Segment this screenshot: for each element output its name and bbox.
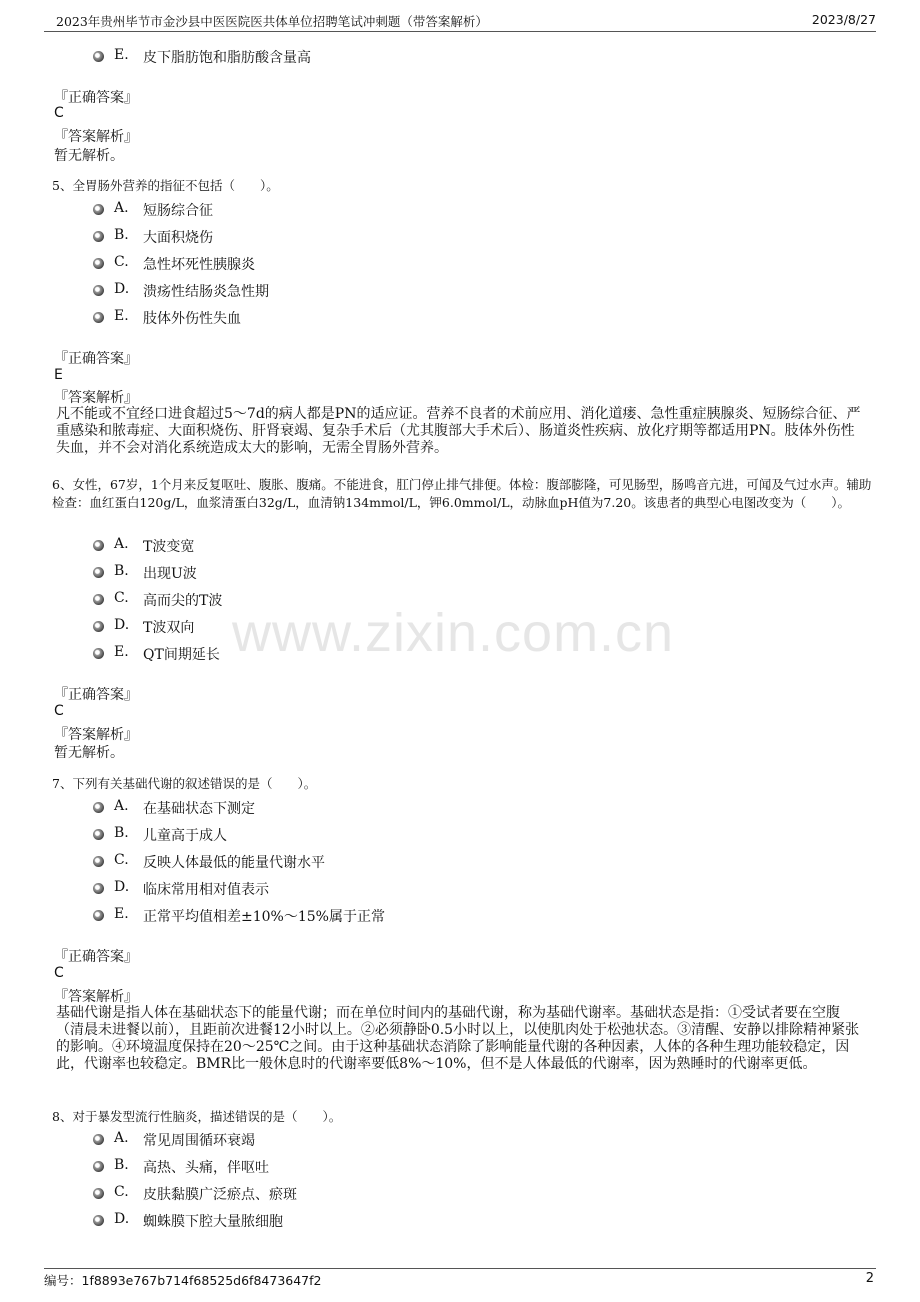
option-text: T波变宽 [143, 539, 195, 555]
q6-answer-label: 『正确答案』 [54, 687, 138, 703]
option-letter: A. [114, 798, 129, 814]
header-divider [44, 31, 876, 32]
option-letter: D. [114, 617, 130, 633]
option-text: 反映人体最低的能量代谢水平 [143, 855, 325, 871]
option-text: 临床常用相对值表示 [143, 882, 269, 898]
option-letter: C. [114, 852, 129, 868]
document-serial: 编号：1f8893e767b714f68525d6f8473647f2 [44, 1273, 322, 1288]
radio-icon[interactable] [93, 856, 104, 867]
q5-analysis: 凡不能或不宜经口进食超过5～7d的病人都是PN的适应证。营养不良者的术前应用、消化道瘘、急性重症胰腺炎、短肠综合征、严重感染和脓毒症、大面积烧伤、肝肾衰竭、复杂手术后（尤其腹部大手术后）、肠道炎性疾病、放化疗期等都适用PN。肢体外伤性失血，并不会对消化系统造成太大的影响，无需全胃肠外营养。 [56, 406, 861, 456]
option-letter: B. [114, 563, 129, 579]
page-number: 2 [865, 1271, 874, 1286]
watermark: www.zixin.com.cn [232, 603, 675, 663]
q6-stem: 6、女性，67岁，1个月来反复呕吐、腹胀、腹痛。不能进食，肛门停止排气排便。体检：腹部膨隆，可见肠型，肠鸣音亢进，可闻及气过水声。辅助检查：血红蛋白120g/L，血浆清蛋白32g/L，血清钠134mmol/L，钾6.0mmol/L，动脉血pH值为7.20。该患者的典型心电图改变为（ ）。 [52, 477, 872, 510]
q6-analysis: 暂无解析。 [54, 745, 124, 761]
radio-icon[interactable] [93, 231, 104, 242]
radio-icon[interactable] [93, 51, 104, 62]
q5-stem: 5、全胃肠外营养的指征不包括（ ）。 [52, 178, 279, 193]
radio-icon[interactable] [93, 204, 104, 215]
option-text: 在基础状态下测定 [143, 801, 255, 817]
option-text: 溃疡性结肠炎急性期 [143, 284, 269, 300]
q7-answer-label: 『正确答案』 [54, 949, 138, 965]
option-letter: C. [114, 1184, 129, 1200]
q7-answer: C [54, 965, 64, 981]
radio-icon[interactable] [93, 285, 104, 296]
document-title: 2023年贵州毕节市金沙县中医医院医共体单位招聘笔试冲刺题（带答案解析） [56, 14, 488, 29]
option-letter: B. [114, 227, 129, 243]
radio-icon[interactable] [93, 594, 104, 605]
option-letter: E. [114, 47, 129, 63]
option-text: 肢体外伤性失血 [143, 311, 241, 327]
option-letter: D. [114, 1211, 130, 1227]
option-text: 儿童高于成人 [143, 828, 227, 844]
document-date: 2023/8/27 [811, 12, 876, 27]
radio-icon[interactable] [93, 910, 104, 921]
option-text: 蜘蛛膜下腔大量脓细胞 [143, 1214, 283, 1230]
option-letter: D. [114, 281, 130, 297]
q4-answer: C [54, 105, 64, 121]
q5-answer-label: 『正确答案』 [54, 351, 138, 367]
footer-divider [44, 1268, 876, 1269]
option-text: 皮下脂肪饱和脂肪酸含量高 [143, 50, 311, 66]
option-text: 短肠综合征 [143, 203, 213, 219]
q6-answer: C [54, 703, 64, 719]
q7-analysis: 基础代谢是指人体在基础状态下的能量代谢；而在单位时间内的基础代谢，称为基础代谢率。基础状态是指：①受试者要在空腹（清晨未进餐以前），且距前次进餐12小时以上。②必须静卧0.5小时以上，以使肌肉处于松弛状态。③清醒、安静以排除精神紧张的影响。④环境温度保持在20～25℃之间。由于这种基础状态消除了影响能量代谢的各种因素，人体的各种生理功能较稳定，因此，代谢率也较稳定。BMR比一般休息时的代谢率要低8%～10%，但不是人体最低的代谢率，因为熟睡时的代谢率更低。 [56, 1005, 860, 1072]
option-letter: E. [114, 644, 129, 660]
radio-icon[interactable] [93, 1215, 104, 1226]
radio-icon[interactable] [93, 567, 104, 578]
q7-stem: 7、下列有关基础代谢的叙述错误的是（ ）。 [52, 776, 317, 791]
radio-icon[interactable] [93, 1134, 104, 1145]
option-letter: A. [114, 536, 129, 552]
radio-icon[interactable] [93, 802, 104, 813]
option-text: 常见周围循环衰竭 [143, 1133, 255, 1149]
option-text: 高而尖的T波 [143, 593, 223, 609]
q5-analysis-label: 『答案解析』 [54, 390, 138, 406]
q8-stem: 8、对于暴发型流行性脑炎，描述错误的是（ ）。 [52, 1109, 342, 1124]
radio-icon[interactable] [93, 258, 104, 269]
q4-analysis: 暂无解析。 [54, 148, 124, 164]
radio-icon[interactable] [93, 829, 104, 840]
option-letter: E. [114, 308, 129, 324]
option-letter: A. [114, 1130, 129, 1146]
option-letter: C. [114, 254, 129, 270]
option-text: 皮肤黏膜广泛瘀点、瘀斑 [143, 1187, 297, 1203]
radio-icon[interactable] [93, 540, 104, 551]
option-text: 大面积烧伤 [143, 230, 213, 246]
option-text: 高热、头痛，伴呕吐 [143, 1160, 269, 1176]
q4-analysis-label: 『答案解析』 [54, 129, 138, 145]
radio-icon[interactable] [93, 1161, 104, 1172]
option-letter: A. [114, 200, 129, 216]
q7-analysis-label: 『答案解析』 [54, 989, 138, 1005]
option-letter: D. [114, 879, 130, 895]
option-letter: E. [114, 906, 129, 922]
radio-icon[interactable] [93, 621, 104, 632]
radio-icon[interactable] [93, 1188, 104, 1199]
option-text: 正常平均值相差±10%～15%属于正常 [143, 909, 385, 925]
option-letter: B. [114, 1157, 129, 1173]
option-letter: C. [114, 590, 129, 606]
option-text: T波双向 [143, 620, 195, 636]
q4-answer-label: 『正确答案』 [54, 90, 138, 106]
radio-icon[interactable] [93, 883, 104, 894]
q5-answer: E [54, 367, 63, 383]
option-text: QT间期延长 [143, 647, 220, 663]
radio-icon[interactable] [93, 648, 104, 659]
option-letter: B. [114, 825, 129, 841]
option-text: 急性坏死性胰腺炎 [143, 257, 255, 273]
option-text: 出现U波 [143, 566, 197, 582]
radio-icon[interactable] [93, 312, 104, 323]
q6-analysis-label: 『答案解析』 [54, 727, 138, 743]
